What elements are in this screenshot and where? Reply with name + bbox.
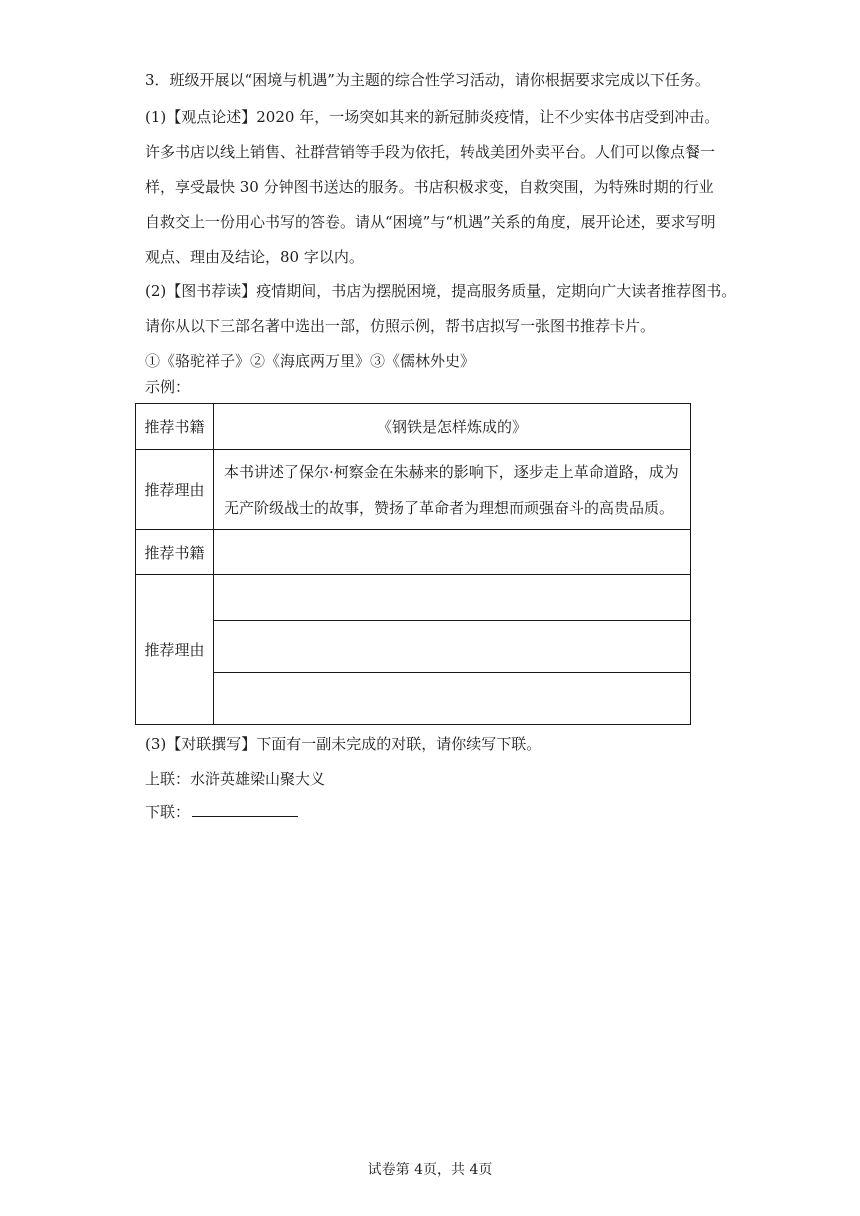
part2-line-2: 请你从以下三部名著中选出一部，仿照示例，帮书店拟写一张图书推荐卡片。 bbox=[145, 317, 656, 335]
part3-intro: (3)【对联撰写】下面有一副未完成的对联，请你续写下联。 bbox=[145, 735, 542, 753]
book-options: ①《骆驼祥子》②《海底两万里》③《儒林外史》 bbox=[145, 352, 476, 370]
part1-line-4: 自救交上一份用心书写的答卷。请从“困境”与“机遇”关系的角度，展开论述，要求写明 bbox=[145, 213, 716, 231]
table-row bbox=[136, 530, 691, 575]
answer-reason-label: 推荐理由 bbox=[136, 575, 214, 725]
example-label: 示例： bbox=[145, 378, 191, 396]
question-stem: 3．班级开展以“困境与机遇”为主题的综合性学习活动，请你根据要求完成以下任务。 bbox=[145, 71, 710, 89]
table-row bbox=[136, 404, 691, 450]
example-reason-line-1: 本书讲述了保尔·柯察金在朱赫来的影响下，逐步走上革命道路，成为 bbox=[224, 462, 679, 481]
answer-reason-cell-3[interactable] bbox=[214, 673, 691, 725]
table-row bbox=[136, 450, 691, 530]
couplet-answer-blank[interactable] bbox=[192, 802, 298, 817]
couplet-upper: 上联：水浒英雄梁山聚大义 bbox=[145, 770, 326, 788]
couplet-lower bbox=[145, 802, 705, 822]
part1-line-2: 许多书店以线上销售、社群营销等手段为依托，转战美团外卖平台。人们可以像点餐一 bbox=[145, 143, 716, 161]
table-row bbox=[136, 621, 691, 673]
answer-book-label: 推荐书籍 bbox=[136, 530, 214, 575]
example-book-title: 《钢铁是怎样炼成的》 bbox=[214, 404, 691, 450]
example-reason-line-2: 无产阶级战士的故事，赞扬了革命者为理想而顽强奋斗的高贵品质。 bbox=[224, 498, 675, 517]
part1-line-3: 样，享受最快 30 分钟图书送达的服务。书店积极求变，自救突围，为特殊时期的行业 bbox=[145, 178, 714, 196]
example-book-label: 推荐书籍 bbox=[136, 404, 214, 450]
table-row bbox=[136, 673, 691, 725]
couplet-lower-label: 下联： bbox=[145, 803, 191, 821]
answer-reason-cell-2[interactable] bbox=[214, 621, 691, 673]
table-row bbox=[136, 575, 691, 621]
recommendation-card-table bbox=[135, 403, 691, 725]
example-reason-text bbox=[214, 450, 691, 530]
page-footer: 试卷第 4页，共 4页 bbox=[367, 1162, 493, 1178]
example-reason-label: 推荐理由 bbox=[136, 450, 214, 530]
part2-line-1: (2)【图书荐读】疫情期间，书店为摆脱困境，提高服务质量，定期向广大读者推荐图书。 bbox=[145, 282, 737, 300]
answer-book-cell[interactable] bbox=[214, 530, 691, 575]
answer-reason-cell-1[interactable] bbox=[214, 575, 691, 621]
part1-line-5: 观点、理由及结论，80 字以内。 bbox=[145, 248, 364, 266]
part1-line-1: (1)【观点论述】2020 年，一场突如其来的新冠肺炎疫情，让不少实体书店受到冲击。 bbox=[145, 108, 720, 126]
